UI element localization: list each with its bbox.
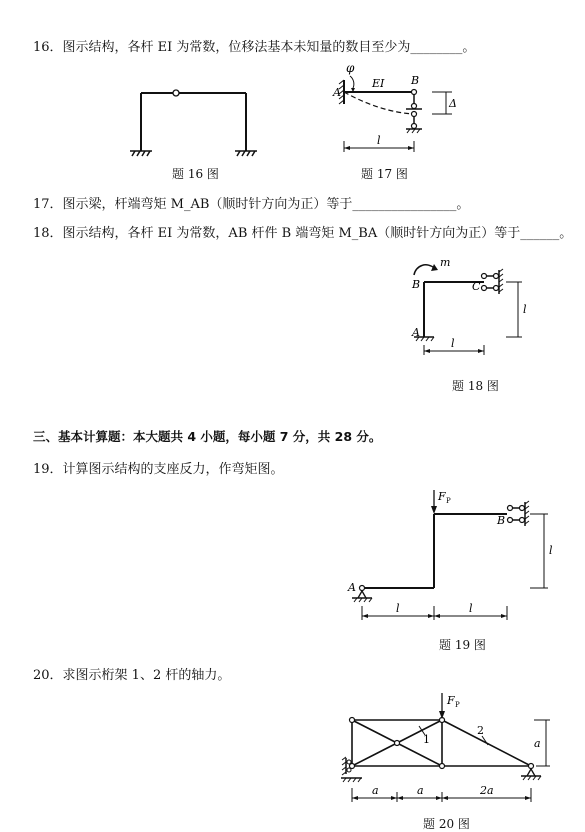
question-20: 20．求图示桁架 1、2 杆的轴力。: [33, 668, 231, 683]
force-fp-subscript: P: [446, 497, 451, 505]
length-l-label: l: [377, 134, 381, 147]
height-l-label: l: [523, 303, 527, 316]
node-a-label: A: [333, 86, 341, 99]
length-l-right-label: l: [469, 602, 473, 615]
span-2a-label: 2a: [480, 784, 494, 797]
delta-label: Δ: [449, 97, 457, 110]
section-3-heading: 三、基本计算题：本大题共 4 小题，每小题 7 分，共 28 分。: [33, 429, 382, 444]
height-a-label: a: [534, 737, 541, 750]
force-fp-label: F: [438, 490, 446, 503]
ei-label: EI: [372, 77, 385, 90]
moment-m-label: m: [440, 256, 451, 269]
length-l-label-18: l: [451, 337, 455, 350]
phi-label: φ: [346, 61, 355, 75]
height-l-label-19: l: [549, 544, 553, 557]
caption-fig19: 题 19 图: [439, 638, 486, 652]
node-b-label: B: [411, 74, 420, 87]
force-fp-subscript-20: P: [455, 701, 460, 709]
caption-fig20: 题 20 图: [423, 817, 470, 831]
question-18: 18．图示结构，各杆 EI 为常数，AB 杆件 B 端弯矩 M_BA（顺时针方向为正）等于______。: [33, 226, 573, 241]
node-b-label-18: B: [412, 278, 421, 291]
span-a-mid-label: a: [417, 784, 424, 797]
question-19: 19．计算图示结构的支座反力，作弯矩图。: [33, 462, 284, 477]
node-a-label-18: A: [412, 326, 420, 339]
bar-2-label: 2: [477, 724, 484, 737]
force-fp-label-20: F: [447, 694, 455, 707]
question-17: 17．图示梁，杆端弯矩 M_AB（顺时针方向为正）等于________________。: [33, 197, 470, 212]
span-a-left-label: a: [372, 784, 379, 797]
length-l-left-label: l: [396, 602, 400, 615]
node-b-label-19: B: [497, 514, 506, 527]
bar-1-label: 1: [423, 733, 430, 746]
caption-fig17: 题 17 图: [361, 167, 408, 181]
question-16: 16．图示结构，各杆 EI 为常数，位移法基本未知量的数目至少为________。: [33, 40, 476, 55]
node-c-label: C: [472, 280, 481, 293]
caption-fig16: 题 16 图: [172, 167, 219, 181]
caption-fig18: 题 18 图: [452, 379, 499, 393]
node-a-label-19: A: [348, 581, 356, 594]
